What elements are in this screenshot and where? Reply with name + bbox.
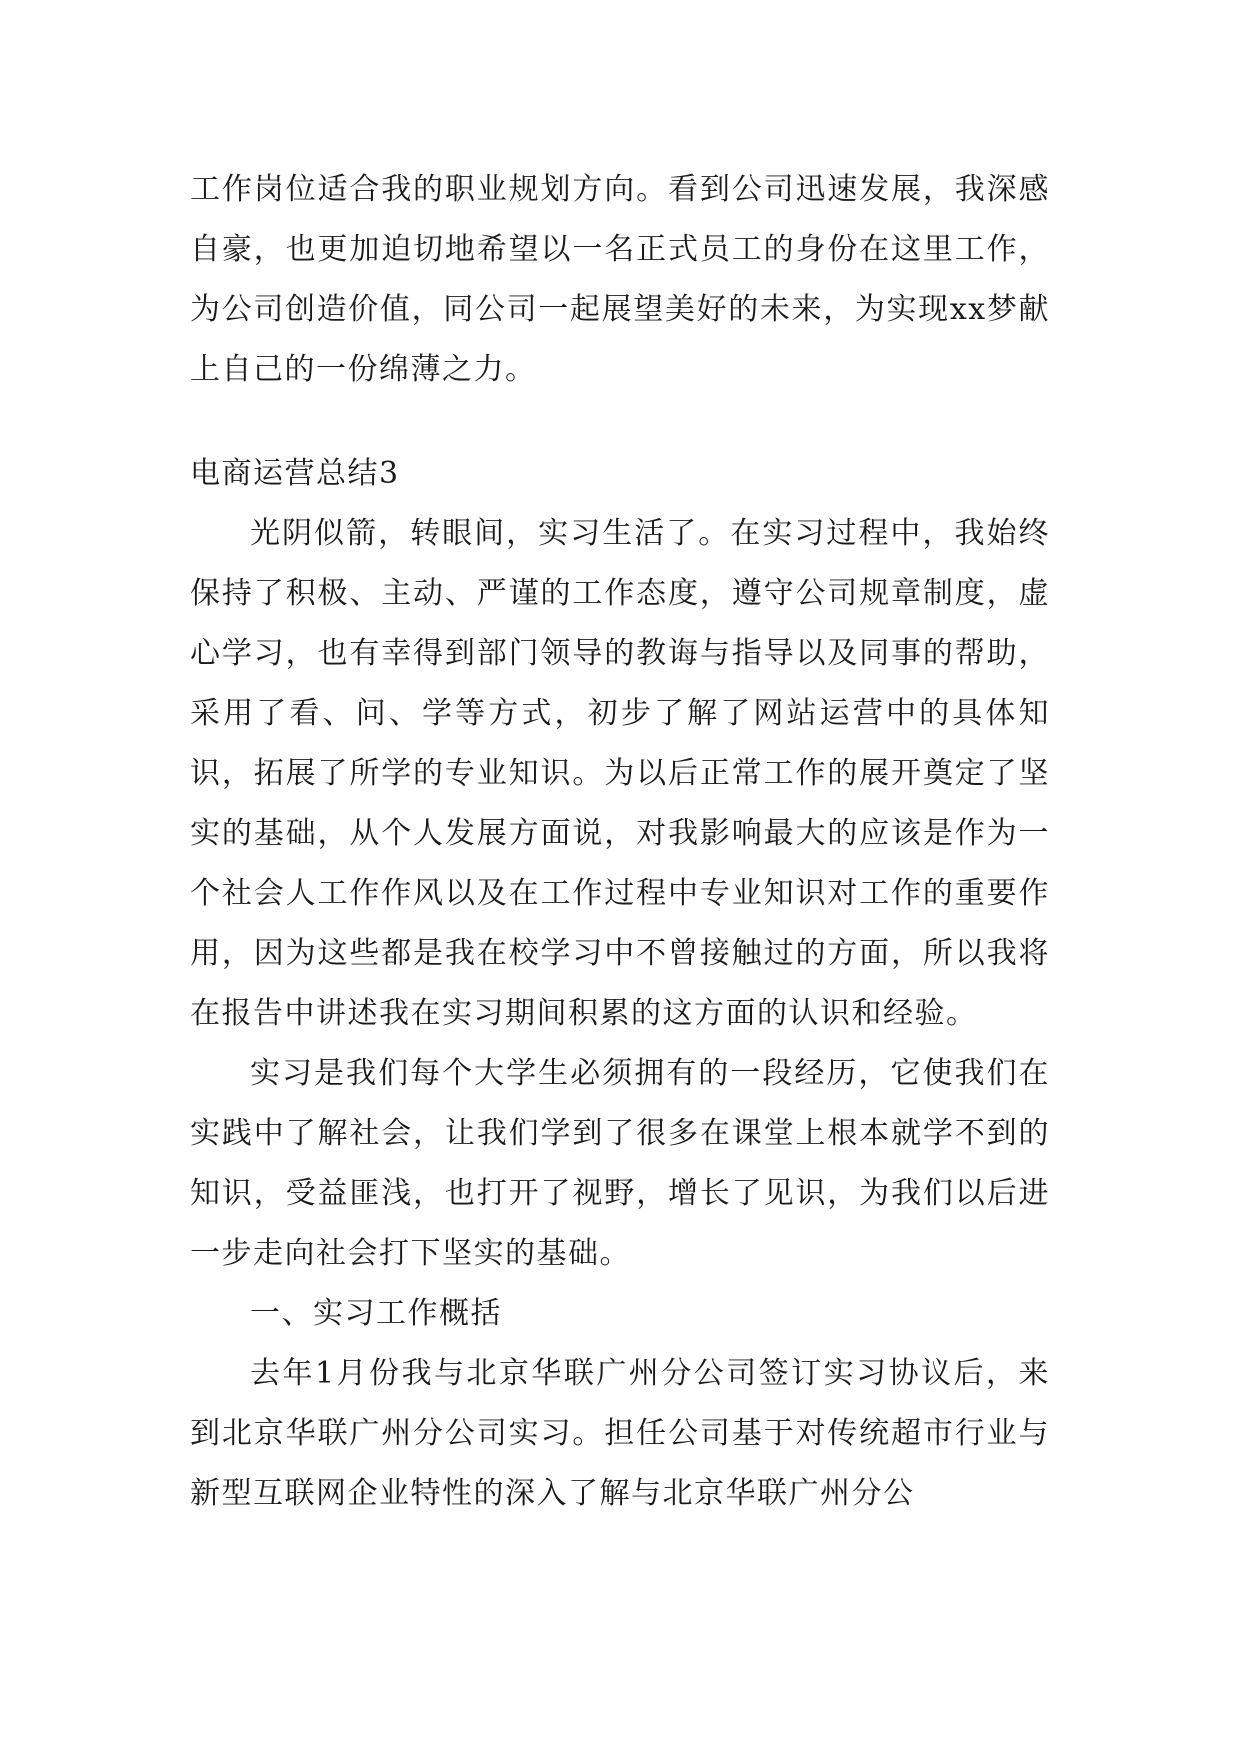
subheading-work-overview: 一、实习工作概括: [250, 1296, 502, 1331]
document-body: [190, 160, 1050, 1524]
paragraph-intro: 光阴似箭，转眼间，实习生活了。在实习过程中，我始终保持了积极、主动、严谨的工作态度，遵守公司规章制度，虚心学习，也有幸得到部门领导的教诲与指导以及同事的帮助，采用了看、问、学等方式，初步了解了网站运营中的具体知识，拓展了所学的专业知识。为以后正常工作的展开奠定了坚实的基础，从个人发展方面说，对我影响最大的应该是作为一个社会人工作作风以及在工作过程中专业知识对工作的重要作用，因为这些都是我在校学习中不曾接触过的方面，所以我将在报告中讲述我在实习期间积累的这方面的认识和经验。: [190, 516, 1050, 1031]
paragraph-continued: 工作岗位适合我的职业规划方向。看到公司迅速发展，我深感自豪，也更加迫切地希望以一名正式员工的身份在这里工作，为公司创造价值，同公司一起展望美好的未来，为实现xx梦献上自己的一份绵薄之力。: [190, 172, 1050, 387]
paragraph-internship-value: 实习是我们每个大学生必须拥有的一段经历，它使我们在实践中了解社会，让我们学到了很多在课堂上根本就学不到的知识，受益匪浅，也打开了视野，增长了见识，为我们以后进一步走向社会打下坚实的基础。: [190, 1056, 1050, 1271]
paragraph-work-overview: 去年1月份我与北京华联广州分公司签订实习协议后，来到北京华联广州分公司实习。担任公司基于对传统超市行业与新型互联网企业特性的深入了解与北京华联广州分公: [190, 1356, 1050, 1511]
section-title: 电商运营总结3: [190, 456, 400, 491]
